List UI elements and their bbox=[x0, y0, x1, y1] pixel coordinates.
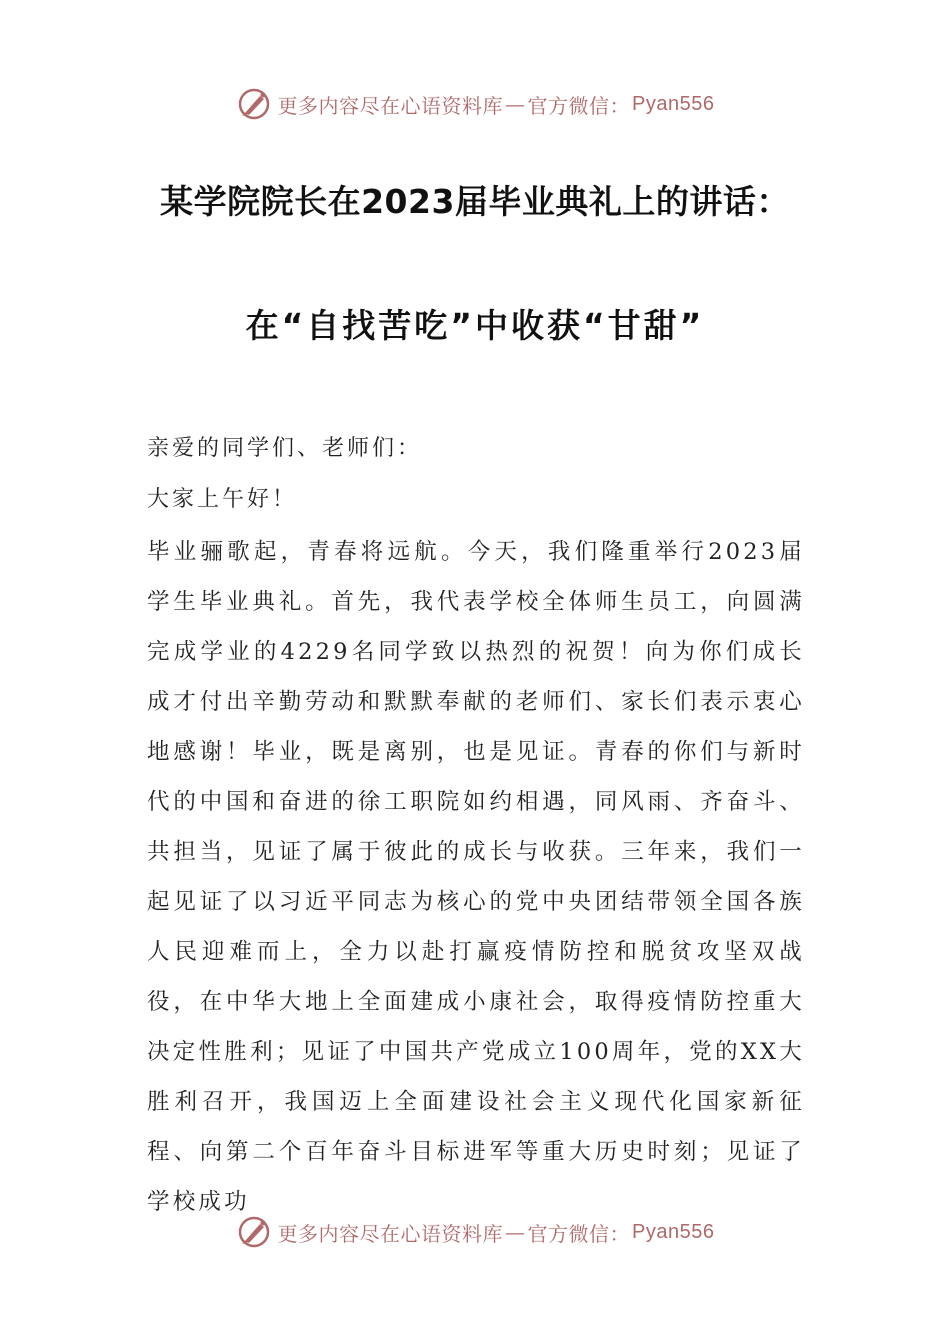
salutation-line: 亲爱的同学们、老师们： bbox=[147, 436, 423, 461]
wechat-label: 官方微信： bbox=[527, 1221, 631, 1246]
footer-banner bbox=[0, 1212, 950, 1252]
document-subtitle: 在“自找苦吃”中收获“甘甜” bbox=[245, 306, 705, 345]
body-paragraph: 毕业骊歌起，青春将远航。今天，我们隆重举行2023届学生毕业典礼。首先，我代表学校全体师生员工，向圆满完成学业的4229名同学致以热烈的祝贺！向为你们成长成才付出辛勤劳动和默默奉献的老师们、家长们表示衷心地感谢！毕业，既是离别，也是见证。青春的你们与新时代的中国和奋进的徐工职院如约相遇，同风雨、齐奋斗、共担当，见证了属于彼此的成长与收获。三年来，我们一起见证了以习近平同志为核心的党中央团结带领全国各族人民迎难而上，全力以赴打赢疫情防控和脱贫攻坚双战役，在中华大地上全面建成小康社会，取得疫情防控重大决定性胜利；见证了中国共产党成立100周年，党的XX大胜利召开，我国迈上全面建设社会主义现代化国家新征程、向第二个百年奋斗目标进军等重大历史时刻；见证了学校成功 bbox=[147, 539, 805, 1215]
greeting-line: 大家上午好！ bbox=[147, 487, 298, 512]
site-name: 更多内容尽在心语资料库 bbox=[277, 93, 504, 118]
pen-circle-icon bbox=[236, 1214, 272, 1250]
document-title: 某学院院长在2023届毕业典礼上的讲话： bbox=[160, 182, 790, 221]
site-name: 更多内容尽在心语资料库 bbox=[277, 1221, 504, 1246]
salutation-block bbox=[147, 424, 807, 525]
pen-circle-icon bbox=[236, 86, 272, 122]
header-banner bbox=[0, 84, 950, 124]
wechat-id: Pyan556 bbox=[632, 1220, 715, 1243]
separator-dash: — bbox=[505, 1220, 526, 1244]
separator-dash: — bbox=[505, 92, 526, 116]
wechat-label: 官方微信： bbox=[527, 93, 631, 118]
wechat-id: Pyan556 bbox=[632, 92, 715, 115]
